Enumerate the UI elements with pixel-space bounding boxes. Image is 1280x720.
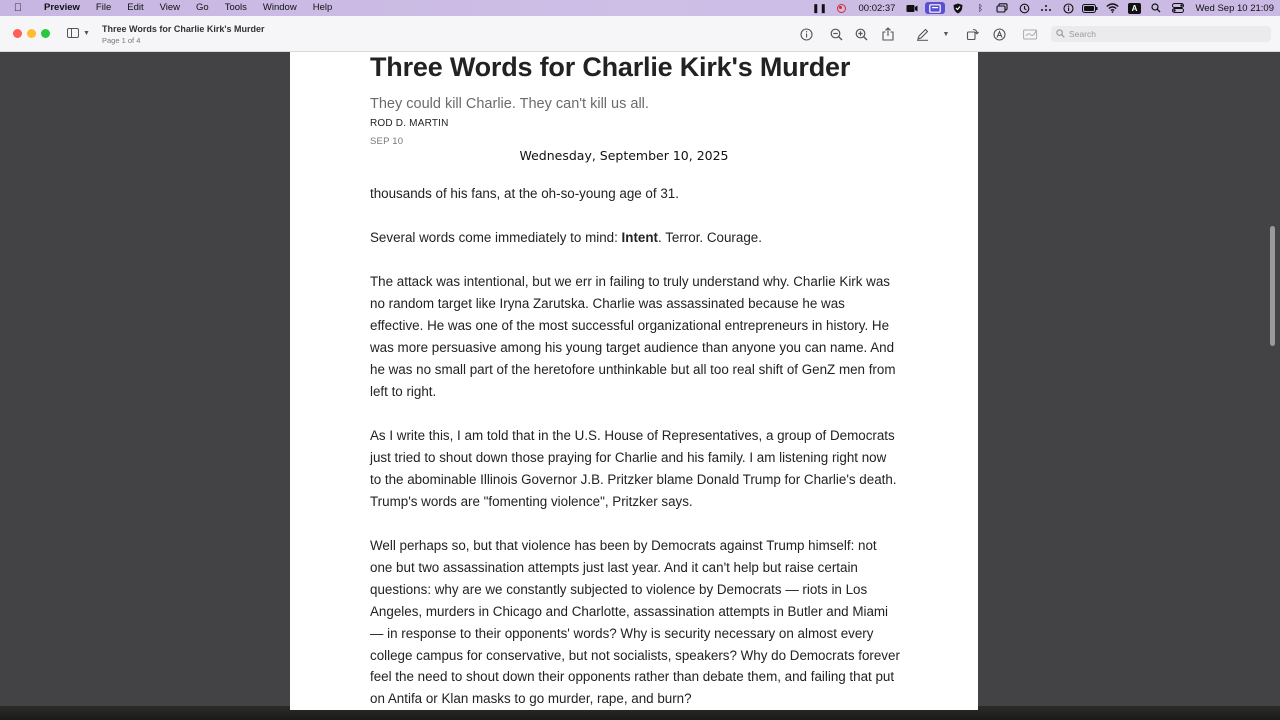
markup-pen-icon[interactable] — [914, 26, 930, 42]
wifi-icon[interactable] — [1101, 0, 1123, 16]
pause-icon[interactable]: ❚❚ — [811, 2, 828, 13]
article-date: SEP 10 — [370, 136, 404, 147]
document-title: Three Words for Charlie Kirk's Murder — [102, 24, 265, 34]
article-subtitle: They could kill Charlie. They can't kill us all. — [370, 96, 649, 112]
shield-icon[interactable] — [947, 0, 969, 16]
menu-window[interactable]: Window — [262, 2, 297, 13]
menu-clock[interactable]: Wed Sep 10 21:09 — [1195, 2, 1274, 14]
minimize-window-button[interactable] — [27, 29, 36, 38]
search-icon — [1056, 29, 1065, 40]
dots-icon[interactable] — [1035, 0, 1057, 16]
menu-edit[interactable]: Edit — [127, 2, 144, 13]
stage-manager-icon[interactable] — [991, 0, 1013, 16]
paragraph-5: Well perhaps so, but that violence has been by Democrats against Trump himself: not one but two assassination attempts just last year. And it can't help but raise certain questions: why are we constantly subjected to violence by Democrats — riots in Los Angeles, murders in Chicago and Charlotte, assassination attempts in Butler and Miami — in response to their opponents' words? Why is security necessary on almost every college campus for conservative, but not socialists, speakers? Why do Democrats forever feel the need to shout down their opponents rather than debate them, and failing that put on Antifa or Klan masks to go murder, rape, and burn? — [370, 538, 900, 707]
vertical-scrollbar[interactable] — [1270, 226, 1275, 346]
paragraph-3: The attack was intentional, but we err in failing to truly understand why. Charlie Kirk was no random target like Iryna Zarutska. Charlie was assassinated because he was effective. He was one of the most successful organizational entrepreneurs in history. He was more persuasive among his young target audience than anyone you can name. And he was no small part of the heretofore unthinkable but all too real shift of GenZ men from left to right. — [370, 274, 896, 399]
spotlight-icon[interactable] — [1145, 0, 1167, 16]
sidebar-toggle-button[interactable] — [67, 26, 91, 40]
menu-go[interactable]: Go — [196, 2, 209, 13]
date-stamp — [290, 148, 978, 163]
menu-view[interactable]: View — [159, 2, 181, 13]
pdf-page[interactable] — [290, 52, 978, 710]
sidebar-icon — [67, 28, 79, 38]
status-area — [808, 0, 1280, 16]
paragraph-2-prefix: Several words come immediately to mind: — [370, 230, 622, 245]
menu-bar — [0, 0, 1280, 16]
markup-options-chevron-icon[interactable]: ▼ — [942, 30, 950, 38]
paragraph-2 — [370, 227, 900, 249]
input-source-icon[interactable]: A — [1123, 0, 1145, 16]
paragraph-4: As I write this, I am told that in the U.S. House of Representatives, a group of Democrats just tried to shout down those praying for Charlie and his family. I am listening right now to the abominable Illinois Governor J.B. Pritzker blame Donald Trump for Charlie's death. Trump's words are "fomenting violence", Pritzker says. — [370, 428, 897, 509]
zoom-out-icon[interactable] — [828, 26, 844, 42]
close-window-button[interactable] — [13, 29, 22, 38]
time-machine-icon[interactable] — [1013, 0, 1035, 16]
info-icon[interactable] — [798, 26, 814, 42]
battery-icon[interactable] — [1079, 0, 1101, 16]
screen-share-icon[interactable] — [925, 2, 945, 14]
paragraph-1: thousands of his fans, at the oh-so-young age of 31. — [370, 186, 679, 201]
search-field[interactable] — [1051, 26, 1271, 42]
menu-preview[interactable]: Preview — [44, 2, 80, 13]
menu-file[interactable]: File — [95, 2, 112, 13]
page-indicator: Page 1 of 4 — [102, 36, 141, 45]
recording-timer: 00:02:37 — [858, 2, 896, 14]
camera-icon[interactable] — [901, 0, 923, 16]
record-icon[interactable] — [830, 0, 852, 16]
sign-icon[interactable] — [1023, 26, 1039, 42]
paragraph-2-suffix: . Terror. Courage. — [658, 230, 762, 245]
window-toolbar — [0, 16, 1280, 52]
chevron-down-icon: ▼ — [83, 29, 90, 37]
info-circle-icon[interactable] — [1057, 0, 1079, 16]
bluetooth-icon[interactable]: ᛒ — [977, 3, 984, 13]
fullscreen-window-button[interactable] — [41, 29, 50, 38]
apple-menu-icon[interactable] — [0, 2, 36, 14]
paragraph-2-bold: Intent — [621, 230, 658, 245]
document-viewer[interactable] — [0, 52, 1280, 720]
share-icon[interactable] — [880, 26, 896, 42]
search-input[interactable] — [1069, 29, 1259, 39]
annotate-icon[interactable] — [991, 26, 1007, 42]
control-center-icon[interactable] — [1167, 0, 1189, 16]
rotate-icon[interactable] — [964, 26, 980, 42]
menu-help[interactable]: Help — [312, 2, 333, 13]
article-title: Three Words for Charlie Kirk's Murder — [370, 52, 851, 82]
article-author[interactable]: ROD D. MARTIN — [370, 118, 449, 129]
zoom-in-icon[interactable] — [853, 26, 869, 42]
menu-tools[interactable]: Tools — [224, 2, 247, 13]
date-stamp-text: Wednesday, September 10, 2025 — [519, 148, 729, 163]
